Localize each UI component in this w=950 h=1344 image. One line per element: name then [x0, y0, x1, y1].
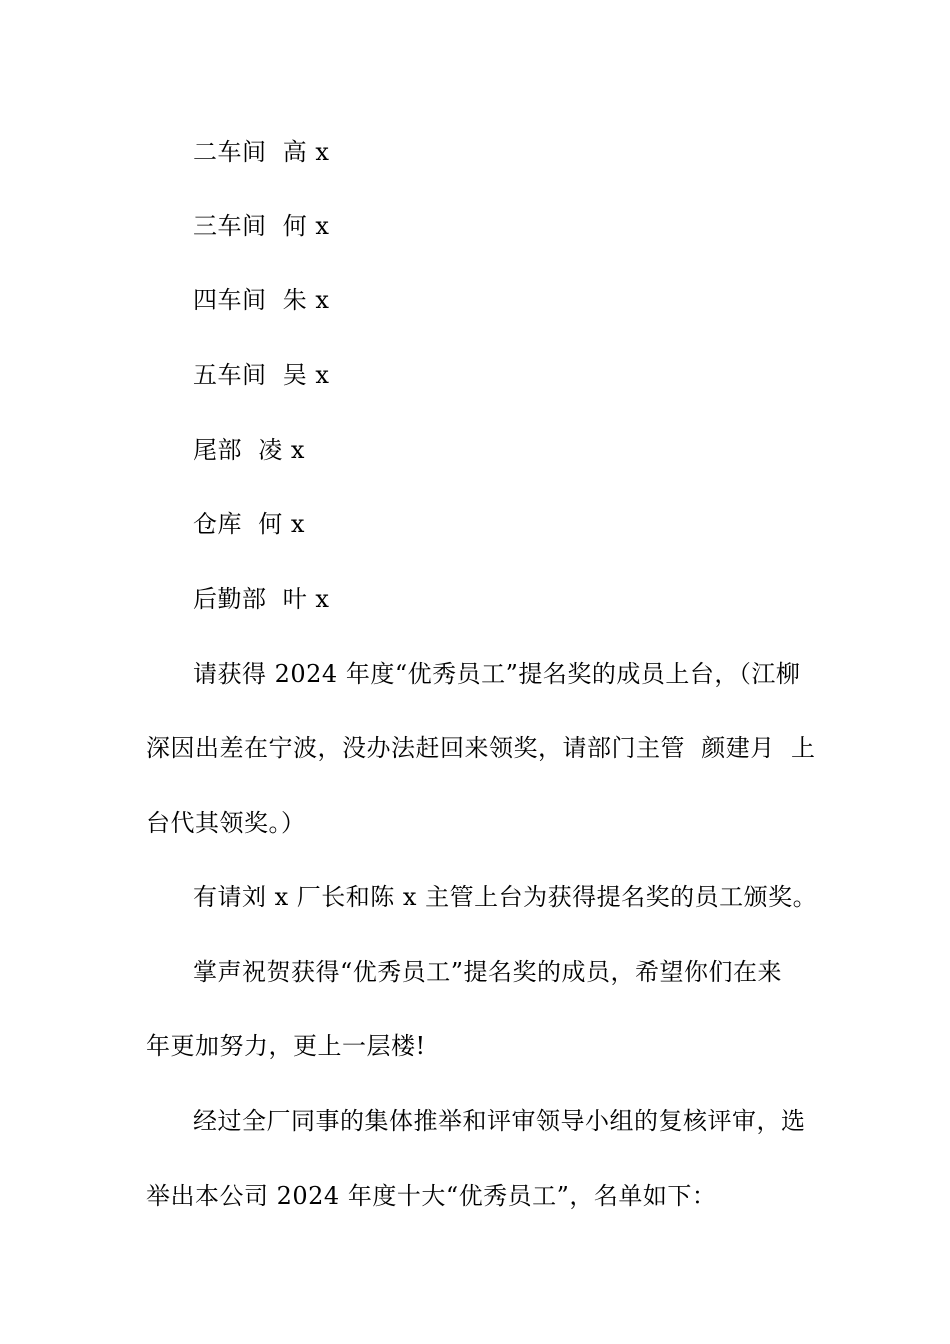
paragraph-congrats-line-2: 年更加努力，更上一层楼!	[146, 1032, 426, 1060]
list-item-warehouse: 仓库 何 x	[193, 510, 305, 538]
paragraph-nominee-call-line-2: 深因出差在宁波，没办法赶回来领奖，请部门主管 颜建月 上	[146, 734, 816, 762]
list-item-logistics: 后勤部 叶 x	[193, 585, 330, 613]
paragraph-nominee-call-line-1: 请获得 2024 年度“优秀员工”提名奖的成员上台，（江柳	[193, 660, 801, 688]
list-item-workshop-5: 五车间 吴 x	[193, 361, 330, 389]
list-item-workshop-3: 三车间 何 x	[193, 212, 330, 240]
paragraph-presenters: 有请刘 x 厂长和陈 x 主管上台为获得提名奖的员工颁奖。	[193, 883, 818, 911]
list-item-workshop-4: 四车间 朱 x	[193, 286, 330, 314]
paragraph-nominee-call-line-3: 台代其领奖。）	[146, 809, 306, 837]
paragraph-selection-line-2: 举出本公司 2024 年度十大“优秀员工”，名单如下：	[146, 1182, 717, 1210]
paragraph-congrats-line-1: 掌声祝贺获得“优秀员工”提名奖的成员，希望你们在来	[193, 958, 783, 986]
list-item-workshop-2: 二车间 高 x	[193, 138, 330, 166]
list-item-tail-dept: 尾部 凌 x	[193, 436, 305, 464]
paragraph-selection-line-1: 经过全厂同事的集体推举和评审领导小组的复核评审，选	[193, 1107, 806, 1135]
